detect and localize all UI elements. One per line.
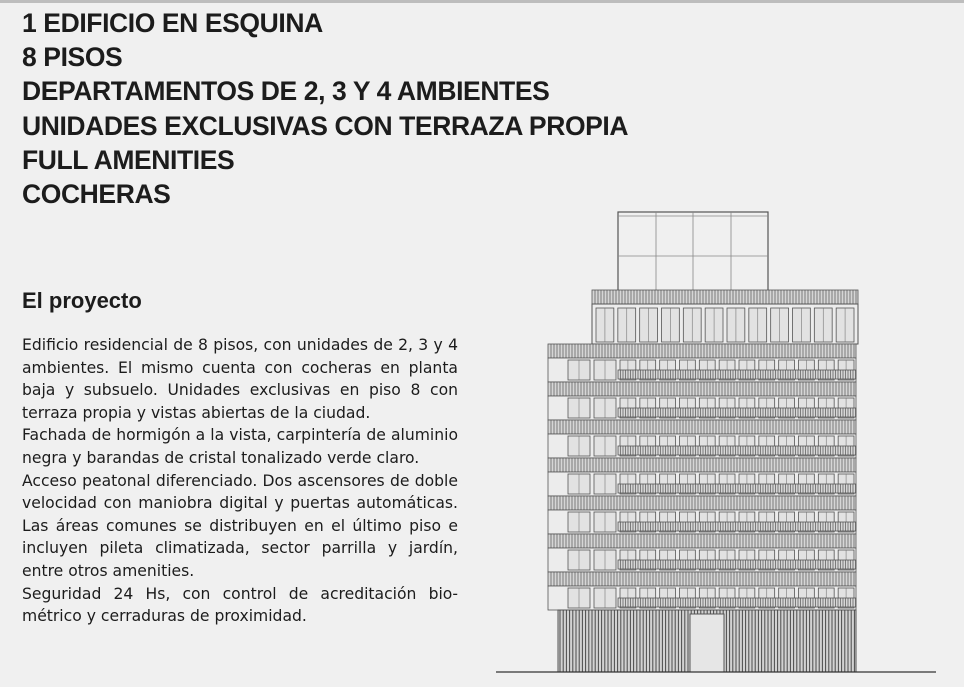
floor-balcony-7 (618, 370, 856, 379)
floor-railing-2 (548, 534, 856, 548)
entrance-door (690, 614, 724, 672)
paragraph-security: Seguridad 24 Hs, con control de acreditación biométrico y cerraduras de proximidad. (22, 584, 458, 626)
floor-railing-6 (548, 382, 856, 396)
rooftop-grid (618, 212, 768, 292)
project-description (22, 334, 458, 628)
headline-5: FULL AMENITIES (22, 144, 235, 175)
headline-4: UNIDADES EXCLUSIVAS CON TERRAZA PROPIA (22, 110, 629, 141)
building-elevation-drawing (496, 206, 936, 678)
floor-balcony-5 (618, 446, 856, 455)
floor-railing-4 (548, 458, 856, 472)
paragraph-facade: Fachada de hormigón a la vista, carpintería de aluminio negra y barandas de cristal tonalizado verde claro. (22, 426, 458, 467)
floor-balcony-1 (618, 598, 856, 607)
headline-6: COCHERAS (22, 179, 171, 210)
floor-railing-5 (548, 420, 856, 434)
headline-1: 1 EDIFICIO EN ESQUINA (22, 8, 323, 38)
section-title: El proyecto (22, 288, 142, 313)
floor-railing-7 (548, 344, 856, 358)
floor-railing-1 (548, 572, 856, 586)
headline-2: 8 PISOS (22, 42, 123, 73)
rooftop-railing (592, 290, 858, 304)
floor-balcony-2 (618, 560, 856, 569)
paragraph-access: Acceso peatonal diferenciado. Dos ascensores de doble velocidad con maniobra digital y puertas automáticas. Las áreas comunes se distribuyen en el último piso e incluyen pileta climatizada, sector parrilla y jardín, entre otros amenities. (22, 471, 458, 580)
floor-railing-3 (548, 496, 856, 510)
floor-balcony-6 (618, 408, 856, 417)
headline-3: DEPARTAMENTOS DE 2, 3 Y 4 AMBIENTES (22, 76, 550, 107)
floor-balcony-3 (618, 522, 856, 531)
paragraph-units: Edificio residencial de 8 pisos, con unidades de 2, 3 y 4 ambientes. El mismo cuenta con cocheras en planta baja y subsuelo. Unidades exclusivas en piso 8 con terraza propia y vistas abiertas de la ciudad. (22, 336, 458, 422)
top-border-line (0, 0, 964, 3)
headline-list (22, 6, 628, 211)
floor-balcony-4 (618, 484, 856, 493)
